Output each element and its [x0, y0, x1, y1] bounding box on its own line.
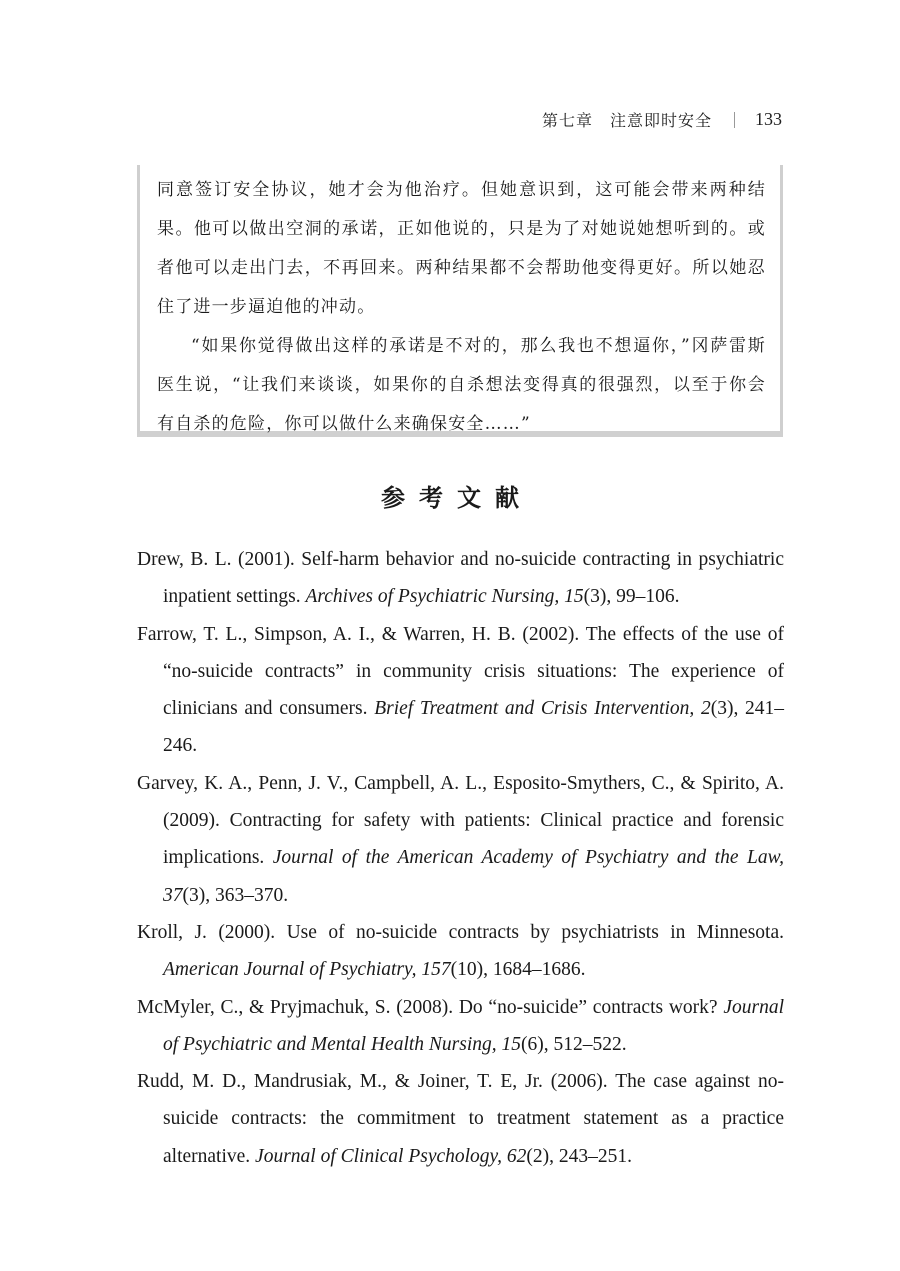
running-head	[542, 108, 782, 131]
reference-item: Kroll, J. (2000). Use of no-suicide contracts by psychiatrists in Minnesota. American Journal of Psychiatry, 157(10), 1684–1686.	[137, 921, 784, 981]
references-heading: 参考文献	[381, 483, 533, 512]
reference-item: McMyler, C., & Pryjmachuk, S. (2008). Do “no-suicide” contracts work? Journal of Psychiatric and Mental Health Nursing, 15(6), 512–522.	[137, 996, 784, 1055]
box-paragraph: 同意签订安全协议，她才会为他治疗。但她意识到，这可能会带来两种结果。他可以做出空洞的承诺，正如他说的，只是为了对她说她想听到的。或者他可以走出门去，不再回来。两种结果都不会帮助他变得更好。所以她忍住了进一步逼迫他的冲动。	[157, 180, 766, 317]
reference-item: Garvey, K. A., Penn, J. V., Campbell, A. L., Esposito-Smythers, C., & Spirito, A. (2009). Contracting for safety with patients: Clinical practice and forensic implications. Journal of the American Academy of Psychiatry and the Law, 37(3), 363–370.	[137, 772, 784, 906]
box-paragraph: “如果你觉得做出这样的承诺是不对的，那么我也不想逼你，”冈萨雷斯医生说，“让我们来谈谈，如果你的自杀想法变得真的很强烈，以至于你会有自杀的危险，你可以做什么来确保安全……”	[157, 336, 766, 434]
chapter-title: 第七章 注意即时安全	[541, 111, 712, 130]
reference-item: Farrow, T. L., Simpson, A. I., & Warren, H. B. (2002). The effects of the use of “no-suicide contracts” in community crisis situations: The experience of clinicians and consumers. Brief Treatment and Crisis Intervention, 2(3), 241–246.	[137, 623, 784, 757]
reference-list	[137, 541, 784, 1175]
reference-item: Rudd, M. D., Mandrusiak, M., & Joiner, T. E, Jr. (2006). The case against no-suicide contracts: the commitment to treatment statement as a practice alternative. Journal of Clinical Psychology, 62(2), 243–251.	[137, 1071, 784, 1167]
reference-item: Drew, B. L. (2001). Self-harm behavior and no-suicide contracting in psychiatric inpatient settings. Archives of Psychiatric Nursing, 15(3), 99–106.	[137, 549, 784, 608]
page-number: 133	[755, 109, 782, 129]
case-example-box	[137, 165, 783, 437]
header-separator	[734, 112, 735, 128]
